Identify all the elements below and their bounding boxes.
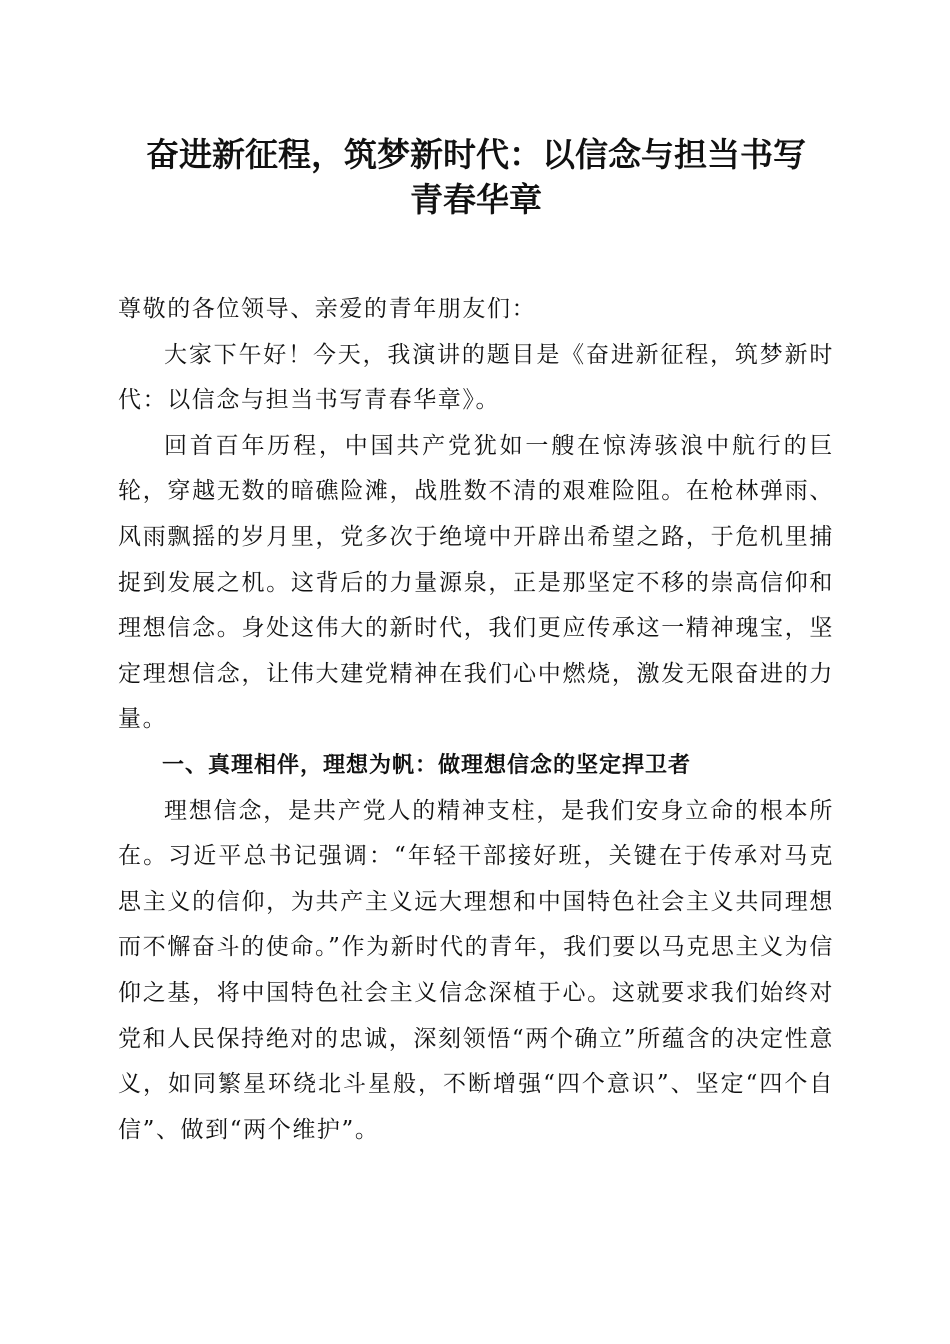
title-line-2: 青春华章 xyxy=(410,180,542,219)
document-title xyxy=(118,132,834,222)
section-heading: 一、真理相伴，理想为帆：做理想信念的坚定捍卫者 xyxy=(162,752,692,778)
title-line-1: 奋进新征程，筑梦新时代：以信念与担当书写 xyxy=(146,135,806,174)
paragraph-greeting: 大家下午好！今天，我演讲的题目是《奋进新征程，筑梦新时代：以信念与担当书写青春华章》。 xyxy=(118,341,834,414)
document-body xyxy=(118,287,834,1153)
paragraph-history: 回首百年历程，中国共产党犹如一艘在惊涛骇浪中航行的巨轮，穿越无数的暗礁险滩，战胜数不清的艰难险阻。在枪林弹雨、风雨飘摇的岁月里，党多次于绝境中开辟出希望之路，于危机里捕捉到发展之机。这背后的力量源泉，正是那坚定不移的崇高信仰和理想信念。身处这伟大的新时代，我们更应传承这一精神瑰宝，坚定理想信念，让伟大建党精神在我们心中燃烧，激发无限奋进的力量。 xyxy=(118,432,834,733)
paragraph-ideals: 理想信念，是共产党人的精神支柱，是我们安身立命的根本所在。习近平总书记强调：“年轻干部接好班，关键在于传承对马克思主义的信仰，为共产主义远大理想和中国特色社会主义共同理想而不懈奋斗的使命。”作为新时代的青年，我们要以马克思主义为信仰之基，将中国特色社会主义信念深植于心。这就要求我们始终对党和人民保持绝对的忠诚，深刻领悟“两个确立”所蕴含的决定性意义，如同繁星环绕北斗星般，不断增强“四个意识”、坚定“四个自信”、做到“两个维护”。 xyxy=(118,797,834,1143)
salutation: 尊敬的各位领导、亲爱的青年朋友们： xyxy=(118,296,537,322)
document-page xyxy=(118,132,834,1153)
